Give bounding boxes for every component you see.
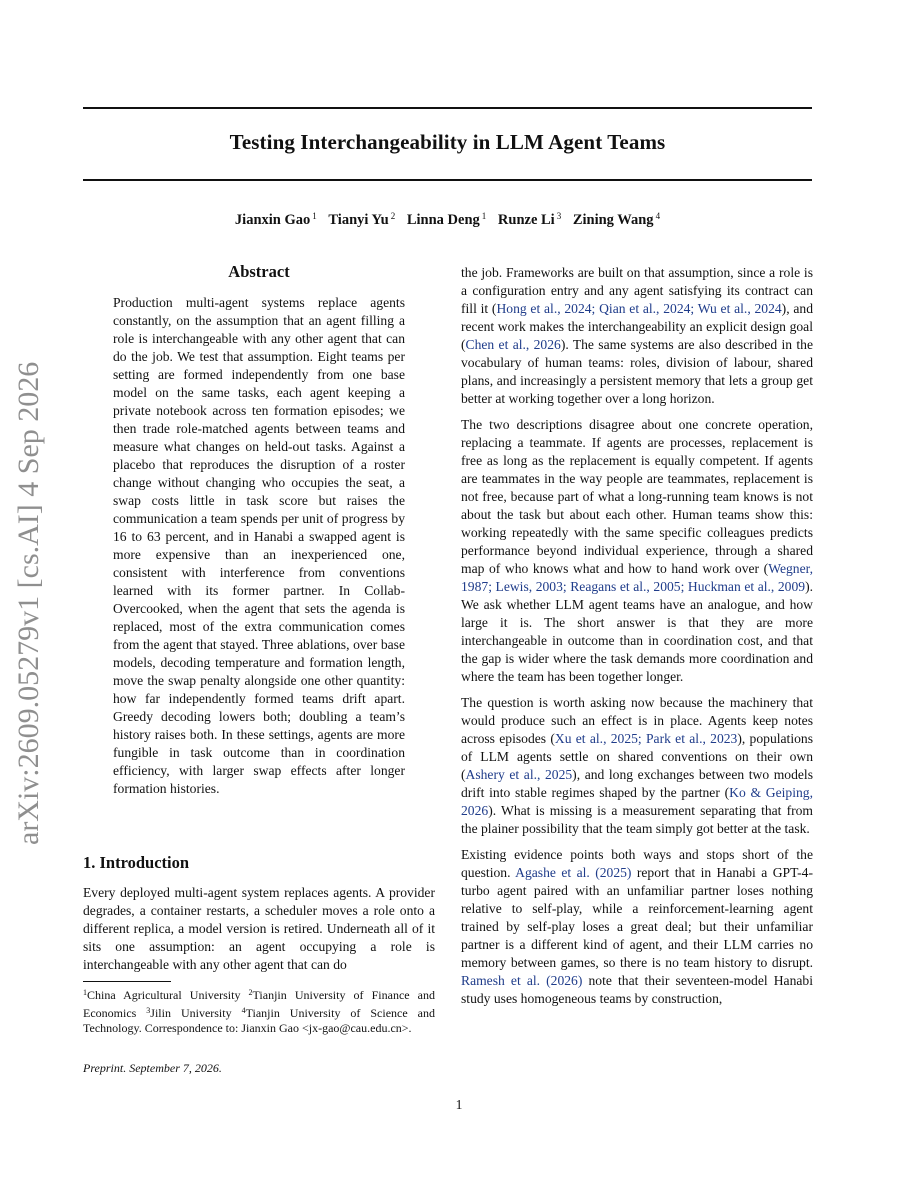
citation-link[interactable]: Ko & Geiping, 2026 — [461, 785, 813, 818]
affiliation-marker: 2 — [248, 988, 253, 997]
affiliation-text: Tianjin University of Finance and Economics — [83, 988, 435, 1020]
intro-paragraph-left: Every deployed multi-agent system replaces agents. A provider degrades, a container restarts, a scheduler moves a role onto a different replica, a model version is retired. Underneath all of it sits one assumption: an agent occupying a role is interchangeable with any other agent that can do — [83, 885, 435, 972]
citation-link[interactable]: Chen et al., 2026 — [465, 337, 561, 352]
intro-paragraph — [461, 264, 813, 408]
affiliation-marker: 1 — [83, 988, 87, 997]
paper-title: Testing Interchangeability in LLM Agent Teams — [229, 130, 666, 154]
affiliation-text: Tianjin University of Science and Technology. Correspondence to: Jianxin Gao <jx-gao@cau.edu.cn>. — [83, 1006, 435, 1035]
paragraph-text: the job. Frameworks are built on that assumption, since a role is a configuration entry and any agent satisfying its contract can fill it ( — [461, 265, 813, 316]
citation-link[interactable]: Wegner, 1987; Lewis, 2003; Reagans et al., 2005; Huckman et al., 2009 — [461, 561, 813, 594]
abstract-heading: Abstract — [228, 262, 290, 281]
abstract-text: Production multi-agent systems replace agents constantly, on the assumption that an agent filling a role is interchangeable with any other agent that can do the job. We test that assumption. Eight teams per setting are formed independently from one base model on the same tasks, each agent keeping a private notebook across ten formation episodes; we then trade role-matched agents between teams and measure what changes on held-out tasks. Against a placebo that reproduces the disruption of a roster change without changing who occupies the seat, a swap costs little in task score but raises the communication a team spends per unit of progress by 16 to 63 percent, and in Hanabi a swapped agent is more expensive than an inexperienced one, consistent with interference from conventions learned with its former partner. In Collab-Overcooked, when the agent that sets the agenda is replaced, most of the extra communication comes from the agent that stayed. Three ablations, over base models, decoding temperature and formation length, move the swap penalty alongside one other quantity: how far independently formed teams drift apart. Greedy decoding lowers both; doubling a team’s history raises both. In these settings, agents are more fungible in task outcome than in coordination efficiency, with larger swap effects after longer formation histories. — [113, 295, 405, 796]
paragraph-text: The two descriptions disagree about one concrete operation, replacing a teammate. If agents are processes, replacement is free as long as the replacement is equally competent. If agents are teammates in the way people are teammates, replacement is not free, because part of what a long-running team knows is not about the task but about each other. Human teams show this: working repeatedly with the same specific colleagues predicts performance beyond individual experience, through a shared map of who knows what and how to hand work over ( — [461, 417, 813, 576]
citation-link[interactable]: Ashery et al., 2025 — [465, 767, 573, 782]
citation-link[interactable]: Ramesh et al. (2026) — [461, 973, 583, 988]
paragraph-text: ). We ask whether LLM agent teams have an analogue, and how large it is. The short answer is that they are more interchangeable in outcome than in coordination cost, and that the gap is wider where the task demands more coordination and where the team has been together longer. — [461, 579, 813, 684]
author-list — [83, 211, 812, 229]
paragraph-text: ), and recent work makes the interchangeability an explicit design goal ( — [461, 301, 813, 352]
author: Runze Li $^3$ — [497, 211, 562, 228]
affiliation-footnote — [83, 985, 435, 1036]
paragraph-text: The question is worth asking now because the machinery that would produce such an effect is in place. Agents keep notes across episodes ( — [461, 695, 813, 746]
author: Zining Wang $^4$ — [572, 211, 661, 228]
citation-link[interactable]: Agashe et al. (2025) — [515, 865, 632, 880]
intro-paragraph — [461, 416, 813, 686]
intro-paragraph — [461, 694, 813, 838]
title-rule-bottom — [83, 179, 812, 181]
paragraph-text: ), populations of LLM agents settle on shared conventions on their own ( — [461, 731, 813, 782]
citation-link[interactable]: Xu et al., 2025; Park et al., 2023 — [554, 731, 738, 746]
page-number: 1 — [455, 1097, 463, 1112]
preprint-note: Preprint. September 7, 2026. — [83, 1061, 222, 1075]
paragraph-text: Existing evidence points both ways and stops short of the question. — [461, 847, 813, 880]
arxiv-stamp[interactable]: arXiv:2609.05279v1 [cs.AI] 4 Sep 2026 — [12, 361, 45, 845]
intro-paragraph — [461, 846, 813, 1008]
affiliation-marker: 4 — [241, 1006, 246, 1015]
affiliation-text: China Agricultural University — [87, 988, 249, 1002]
author: Jianxin Gao $^1$ — [234, 211, 317, 228]
right-column — [461, 264, 813, 1016]
paragraph-text: report that in Hanabi a GPT-4-turbo agent paired with an unfamiliar partner loses nothing relative to self-play, while a reinforcement-learning agent trained by self-play loses a great deal; but their unfamiliar partner is a different kind of agent, and their LLM carries no memory between games, so there is no team history to disrupt. — [461, 865, 813, 970]
paragraph-text: ). The same systems are also described in the vocabulary of human teams: roles, division of labour, shared plans, and increasingly a persistent memory that lets a group get better at working together over a long horizon. — [461, 337, 814, 406]
section-heading-introduction: 1. Introduction — [83, 853, 190, 872]
author: Tianyi Yu $^2$ — [328, 211, 396, 228]
paragraph-text: ). What is missing is a measurement separating that from the plainer possibility that the team simply got better at the task. — [461, 803, 813, 836]
paragraph-text: ), and long exchanges between two models drift into stable regimes shaped by the partner ( — [461, 767, 813, 800]
citation-link[interactable]: Hong et al., 2024; Qian et al., 2024; Wu et al., 2024 — [496, 301, 782, 316]
paragraph-text: note that their seventeen-model Hanabi study uses homogeneous teams by construction, — [461, 973, 813, 1006]
affiliation-marker: 3 — [146, 1006, 151, 1015]
footnote-rule — [83, 981, 171, 982]
title-rule-top — [83, 107, 812, 109]
author: Linna Deng $^1$ — [406, 211, 487, 228]
affiliation-text: Jilin University — [150, 1006, 242, 1020]
